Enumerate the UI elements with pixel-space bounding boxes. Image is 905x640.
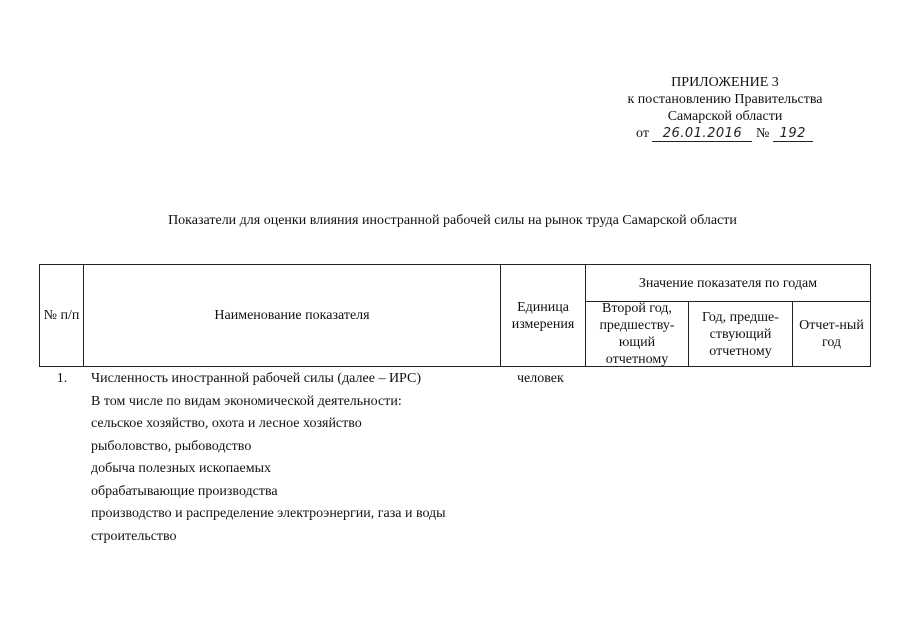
row-indicator-name: обрабатывающие производства xyxy=(91,483,278,499)
table-row xyxy=(39,438,871,461)
row-indicator-name: сельское хозяйство, охота и лесное хозяйство xyxy=(91,416,362,431)
handwritten-number: 192 xyxy=(773,126,813,142)
appendix-line-region: Самарской области xyxy=(667,109,783,124)
row-number: 1. xyxy=(56,371,68,386)
row-indicator-name: Численность иностранной рабочей силы (далее – ИРС) xyxy=(91,371,422,386)
appendix-title: ПРИЛОЖЕНИЕ 3 xyxy=(671,75,779,90)
table-row xyxy=(39,483,871,506)
header-num xyxy=(39,264,84,367)
row-indicator-name: рыболовство, рыбоводство xyxy=(91,438,252,454)
header-unit-text: Единица измерения xyxy=(511,299,575,332)
indicators-table-body xyxy=(39,370,871,550)
header-years-group-text: Значение показателя по годам xyxy=(638,275,818,291)
header-year-second-prev xyxy=(585,301,689,367)
table-row xyxy=(39,460,871,483)
row-indicator-name: строительство xyxy=(91,528,177,544)
header-year-report xyxy=(792,301,871,367)
indicators-table-header xyxy=(39,264,871,367)
table-row xyxy=(39,393,871,416)
header-num-text: № п/п xyxy=(43,308,80,323)
handwritten-date: 26.01.2016 xyxy=(652,126,752,142)
header-year-prev xyxy=(688,301,793,367)
appendix-date-number-line xyxy=(610,125,840,142)
row-indicator-name: добыча полезных ископаемых xyxy=(91,461,271,476)
header-name-text: Наименование показателя xyxy=(214,308,370,323)
header-year-prev-text: Год, предше-ствующий отчетному xyxy=(702,309,779,359)
header-year-second-prev-text: Второй год, предшеству-ющий отчетному xyxy=(599,301,675,367)
table-row xyxy=(39,370,871,393)
header-years-group xyxy=(585,264,871,302)
document-title: Показатели для оценки влияния иностранной рабочей силы на рынок труда Самарской области xyxy=(168,213,737,228)
appendix-header xyxy=(610,74,840,142)
from-label: от xyxy=(636,126,649,141)
header-unit xyxy=(500,264,586,367)
number-label: № xyxy=(755,126,770,141)
header-name xyxy=(83,264,501,367)
row-unit: человек xyxy=(517,371,564,386)
table-row xyxy=(39,415,871,438)
table-row xyxy=(39,505,871,528)
table-row xyxy=(39,528,871,551)
header-year-report-text: Отчет-ный год xyxy=(799,318,864,350)
row-indicator-name: производство и распределение электроэнергии, газа и воды xyxy=(91,506,446,521)
appendix-line-resolution: к постановлению Правительства xyxy=(627,92,823,107)
row-indicator-name: В том числе по видам экономической деятельности: xyxy=(91,393,402,409)
